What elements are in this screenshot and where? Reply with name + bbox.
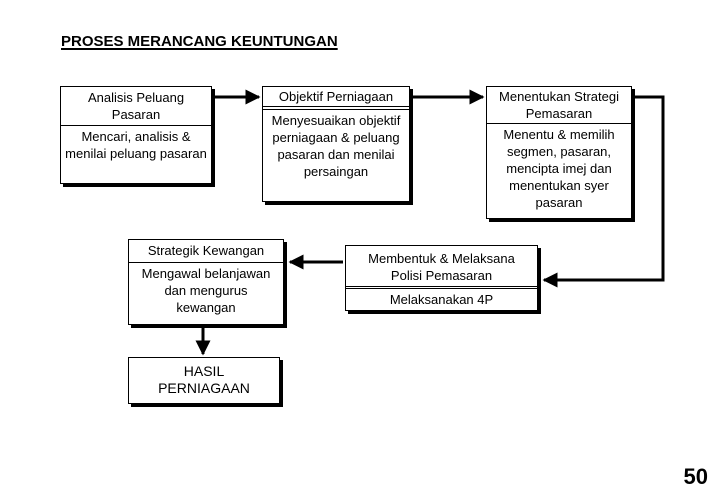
box-kewangan-head: Strategik Kewangan	[129, 240, 283, 263]
box-analisis-head: Analisis Peluang Pasaran	[61, 87, 211, 126]
box-polisi-body: Melaksanakan 4P	[389, 292, 494, 307]
box-polisi-head: Membentuk & Melaksana Polisi Pemasaran	[346, 246, 537, 287]
box-strategi-pemasaran-body: Menentu & memilih segmen, pasaran, mencipta imej dan menentukan syer pasaran	[503, 127, 615, 210]
page-number: 50	[683, 464, 708, 489]
arrow-strategi-to-polisi	[544, 97, 663, 280]
box-objektif-body: Menyesuaikan objektif perniagaan & peluang pasaran dan menilai persaingan	[271, 113, 401, 179]
box-strategi-pemasaran-head: Menentukan Strategi Pemasaran	[487, 87, 631, 124]
box-objektif-head: Objektif Perniagaan	[263, 87, 409, 107]
box-kewangan-body: Mengawal belanjawan dan mengurus kewangan	[141, 266, 271, 315]
page-title: PROSES MERANCANG KEUNTUNGAN	[61, 33, 338, 50]
box-analisis-body: Mencari, analisis & menilai peluang pasaran	[65, 129, 207, 161]
box-hasil-text: HASIL PERNIAGAAN	[158, 363, 250, 396]
